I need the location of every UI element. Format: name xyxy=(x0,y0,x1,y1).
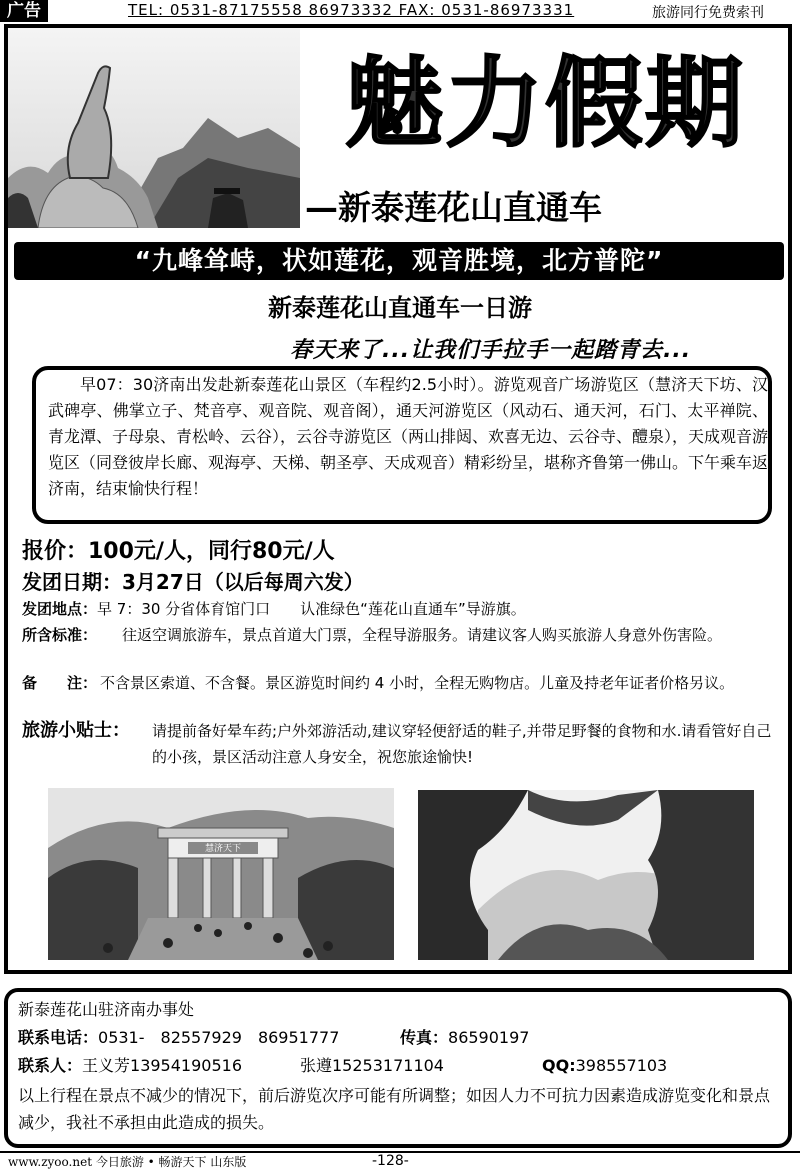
standard-label: 所含标准： xyxy=(22,626,98,644)
fax-label: 传真： xyxy=(400,1028,449,1047)
remarks-value: 不含景区索道、不含餐。景区游览时间约 4 小时，全程无购物店。儿童及持老年证者价格另议。 xyxy=(100,674,735,692)
ad-tag: 广告 xyxy=(0,0,48,22)
phone-value: 0531- 82557929 86951777 xyxy=(98,1028,340,1047)
phone-row xyxy=(18,1026,339,1050)
disclaimer: 以上行程在景点不减少的情况下，前后游览次序可能有所调整；如因人力不可抗力因素造成游览变化和景点减少，我社不承担由此造成的损失。 xyxy=(18,1086,771,1132)
departure-date: 发团日期：3月27日（以后每周六发） xyxy=(22,570,364,594)
itinerary-text: 早07：30济南出发赴新泰莲花山景区（车程约2.5小时）。游览观音广场游览区（慧济天下坊、汉武碑亭、佛掌立子、梵音亭、观音院、观音阁），通天河游览区（风动石、通天河，石门、太平禅院、青龙潭、子母泉、青松岭、云谷），云谷寺游览区（两山排闼、欢喜无边、云谷寺、醴泉），天成观音游览区（同登彼岸长廊、观海亭、天梯、朝圣亭、天成观音）精彩纷呈，堪称齐鲁第一佛山。下午乘车返济南，结束愉快行程！ xyxy=(48,375,769,498)
contact-person-1: 王义芳13954190516 xyxy=(82,1056,242,1075)
tips-value: 请提前备好晕车药;户外郊游活动,建议穿轻便舒适的鞋子,并带足野餐的食物和水.请看管好自己的小孩，景区活动注意人身安全，祝您旅途愉快! xyxy=(152,722,772,766)
slogan-banner: “九峰耸峙，状如莲花，观音胜境，北方普陀” xyxy=(14,242,784,280)
sub-title: —新泰莲花山直通车 xyxy=(305,188,602,227)
office-name: 新泰莲花山驻济南办事处 xyxy=(18,1000,195,1019)
page-number: -128- xyxy=(372,1153,409,1169)
footer-site-line: www.zyoo.net 今日旅游 • 畅游天下 山东版 xyxy=(8,1155,247,1169)
tagline: 春天来了...让我们手拉手一起踏青去... xyxy=(290,338,692,363)
contact-phone-fax-line: TEL: 0531-87175558 86973332 FAX: 0531-86973331 xyxy=(128,1,575,19)
meeting-point-value: 早 7：30 分省体育馆门口 认准绿色“莲花山直通车”导游旗。 xyxy=(97,600,526,618)
tips-label: 旅游小贴士： xyxy=(22,720,130,741)
qq-value: 398557103 xyxy=(575,1056,668,1075)
contact-person-row xyxy=(18,1054,242,1078)
contact-person-label: 联系人： xyxy=(18,1056,83,1075)
phone-label: 联系电话： xyxy=(18,1028,99,1047)
meeting-point-row xyxy=(22,596,526,622)
remarks-row xyxy=(22,670,782,696)
photo-misty-forest xyxy=(418,790,754,960)
price-line: 报价：100元/人，同行80元/人 xyxy=(22,539,335,564)
meeting-point-label: 发团地点： xyxy=(22,600,98,618)
fax-value: 86590197 xyxy=(448,1028,530,1047)
free-brochure-note: 旅游同行免费索刊 xyxy=(652,5,764,21)
hero-photo-mountain-rock xyxy=(8,28,300,228)
standard-value: 往返空调旅游车，景点首道大门票，全程导游服务。请建议客人购买旅游人身意外伤害险。 xyxy=(122,626,723,644)
qq-row xyxy=(542,1054,667,1078)
gate-sign-text: 慧济天下 xyxy=(204,844,242,854)
standard-row xyxy=(22,622,782,648)
qq-label: QQ: xyxy=(542,1056,576,1075)
tips-row xyxy=(22,718,782,770)
photo-temple-gate xyxy=(48,788,394,960)
fax-row xyxy=(400,1026,529,1050)
remarks-label: 备 注： xyxy=(22,674,98,692)
main-title: 魅力假期 xyxy=(344,47,745,161)
contact-person-2: 张遵15253171104 xyxy=(300,1056,444,1075)
trip-name: 新泰莲花山直通车一日游 xyxy=(268,294,532,322)
